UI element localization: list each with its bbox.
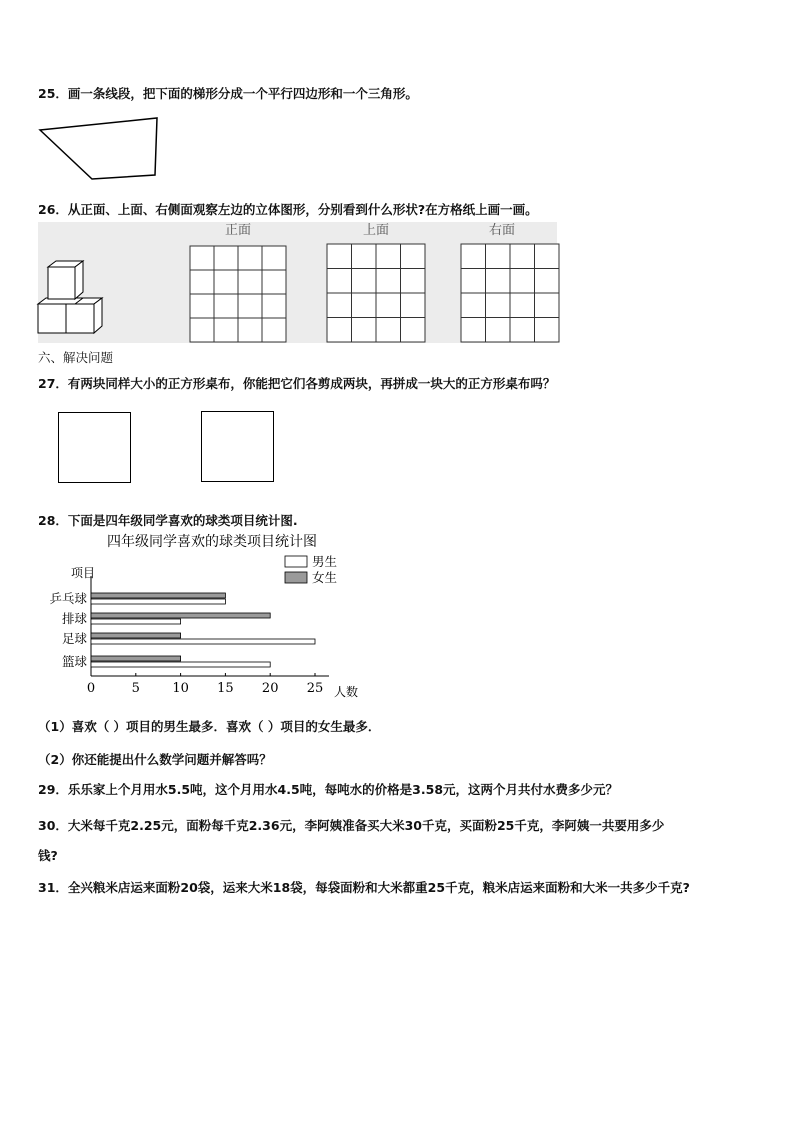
right-grid-cell: [510, 244, 535, 269]
top-grid-cell: [352, 244, 377, 269]
square-tablecloth-1: [58, 412, 132, 484]
front-grid-cell: [262, 318, 286, 342]
front-grid-cell: [262, 246, 286, 270]
right-grid-cell: [510, 293, 535, 318]
question-26: 26．从正面、上面、右侧面观察左边的立体图形，分别看到什么形状?在方格纸上画一画。: [38, 202, 538, 217]
top-grid-cell: [352, 269, 377, 294]
top-grid-cell: [376, 244, 401, 269]
section-6-title: 六、解决问题: [38, 350, 114, 365]
top-grid-cell: [327, 318, 352, 343]
top-grid-cell: [401, 293, 426, 318]
top-grid-cell: [327, 293, 352, 318]
x-tick-label: 20: [261, 681, 279, 696]
legend-swatch: [285, 556, 307, 567]
x-axis-label: 人数: [334, 685, 359, 699]
front-grid-cell: [190, 270, 214, 294]
right-grid-cell: [535, 293, 560, 318]
question-28: 28．下面是四年级同学喜欢的球类项目统计图.: [38, 513, 298, 528]
front-grid-cell: [214, 270, 238, 294]
bar-male: [91, 619, 181, 624]
right-grid-cell: [510, 269, 535, 294]
category-label: 足球: [61, 631, 87, 646]
right-grid-cell: [461, 269, 486, 294]
question-27: 27．有两块同样大小的正方形桌布，你能把它们各剪成两块，再拼成一块大的正方形桌布吗？: [38, 376, 556, 391]
question-31: 31．全兴粮米店运来面粉20袋，运来大米18袋，每袋面粉和大米都重25千克，粮米店运来面粉和大米一共多少千克?: [38, 880, 690, 895]
x-tick-label: 15: [217, 681, 234, 696]
top-grid-cell: [352, 293, 377, 318]
top-grid-cell: [401, 244, 426, 269]
right-view-label: 右面: [488, 223, 516, 238]
x-tick-label: 5: [131, 681, 140, 696]
question-28-1: （1）喜欢（ ）项目的男生最多．喜欢（ ）项目的女生最多．: [38, 719, 381, 734]
legend-label: 女生: [312, 570, 338, 585]
bar-chart: [36, 530, 376, 700]
front-grid-cell: [214, 294, 238, 318]
top-grid-cell: [327, 244, 352, 269]
front-grid-cell: [262, 294, 286, 318]
front-grid-cell: [190, 294, 214, 318]
bar-male: [91, 662, 270, 667]
front-grid-cell: [214, 246, 238, 270]
views-panel: [38, 222, 558, 344]
question-29: 29．乐乐家上个月用水5.5吨，这个月用水4.5吨，每吨水的价格是3.58元，这两个月共付水费多少元？: [38, 782, 619, 797]
trapezoid-figure: [38, 115, 168, 180]
right-grid-cell: [486, 293, 511, 318]
question-28-2: （2）你还能提出什么数学问题并解答吗？: [38, 752, 272, 767]
question-30-line2: 钱?: [38, 848, 58, 863]
front-grid-cell: [238, 246, 262, 270]
bar-female: [91, 593, 225, 598]
right-grid-cell: [461, 293, 486, 318]
category-label: 乒乓球: [49, 591, 87, 606]
right-grid-cell: [461, 244, 486, 269]
bar-female: [91, 633, 181, 638]
top-grid: [327, 244, 425, 342]
right-grid: [461, 244, 559, 342]
x-tick-label: 10: [172, 681, 189, 696]
chart-title: 四年级同学喜欢的球类项目统计图: [107, 534, 317, 550]
y-axis-label: 项目: [71, 566, 96, 580]
front-grid-cell: [190, 246, 214, 270]
right-grid-cell: [486, 318, 511, 343]
right-grid-cell: [535, 318, 560, 343]
right-grid-cell: [486, 244, 511, 269]
top-grid-cell: [352, 318, 377, 343]
right-grid-cell: [535, 244, 560, 269]
bar-female: [91, 613, 270, 618]
x-tick-label: 0: [86, 681, 96, 696]
right-grid-cell: [510, 318, 535, 343]
category-label: 篮球: [61, 654, 87, 669]
bar-female: [91, 656, 181, 661]
top-grid-cell: [376, 293, 401, 318]
right-grid-cell: [461, 318, 486, 343]
bar-male: [91, 639, 315, 644]
top-grid-cell: [327, 269, 352, 294]
front-grid: [190, 246, 286, 342]
front-grid-cell: [238, 318, 262, 342]
top-view-label: 上面: [362, 223, 390, 238]
top-grid-cell: [401, 269, 426, 294]
front-grid-cell: [190, 318, 214, 342]
question-25: 25．画一条线段，把下面的梯形分成一个平行四边形和一个三角形。: [38, 86, 418, 101]
legend-label: 男生: [312, 554, 338, 569]
front-grid-cell: [238, 270, 262, 294]
top-grid-cell: [376, 269, 401, 294]
right-grid-cell: [535, 269, 560, 294]
top-grid-cell: [401, 318, 426, 343]
x-tick-label: 25: [306, 681, 324, 696]
bar-male: [91, 599, 225, 604]
front-grid-cell: [238, 294, 262, 318]
front-grid-cell: [262, 270, 286, 294]
top-grid-cell: [376, 318, 401, 343]
legend-swatch: [285, 572, 307, 583]
square-tablecloth-2: [201, 411, 275, 483]
front-grid-cell: [214, 318, 238, 342]
question-30-line1: 30．大米每千克2.25元，面粉每千克2.36元，李阿姨准备买大米30千克，买面粉25千克，李阿姨一共要用多少: [38, 818, 665, 833]
right-grid-cell: [486, 269, 511, 294]
front-view-label: 正面: [224, 223, 252, 238]
category-label: 排球: [61, 611, 87, 626]
